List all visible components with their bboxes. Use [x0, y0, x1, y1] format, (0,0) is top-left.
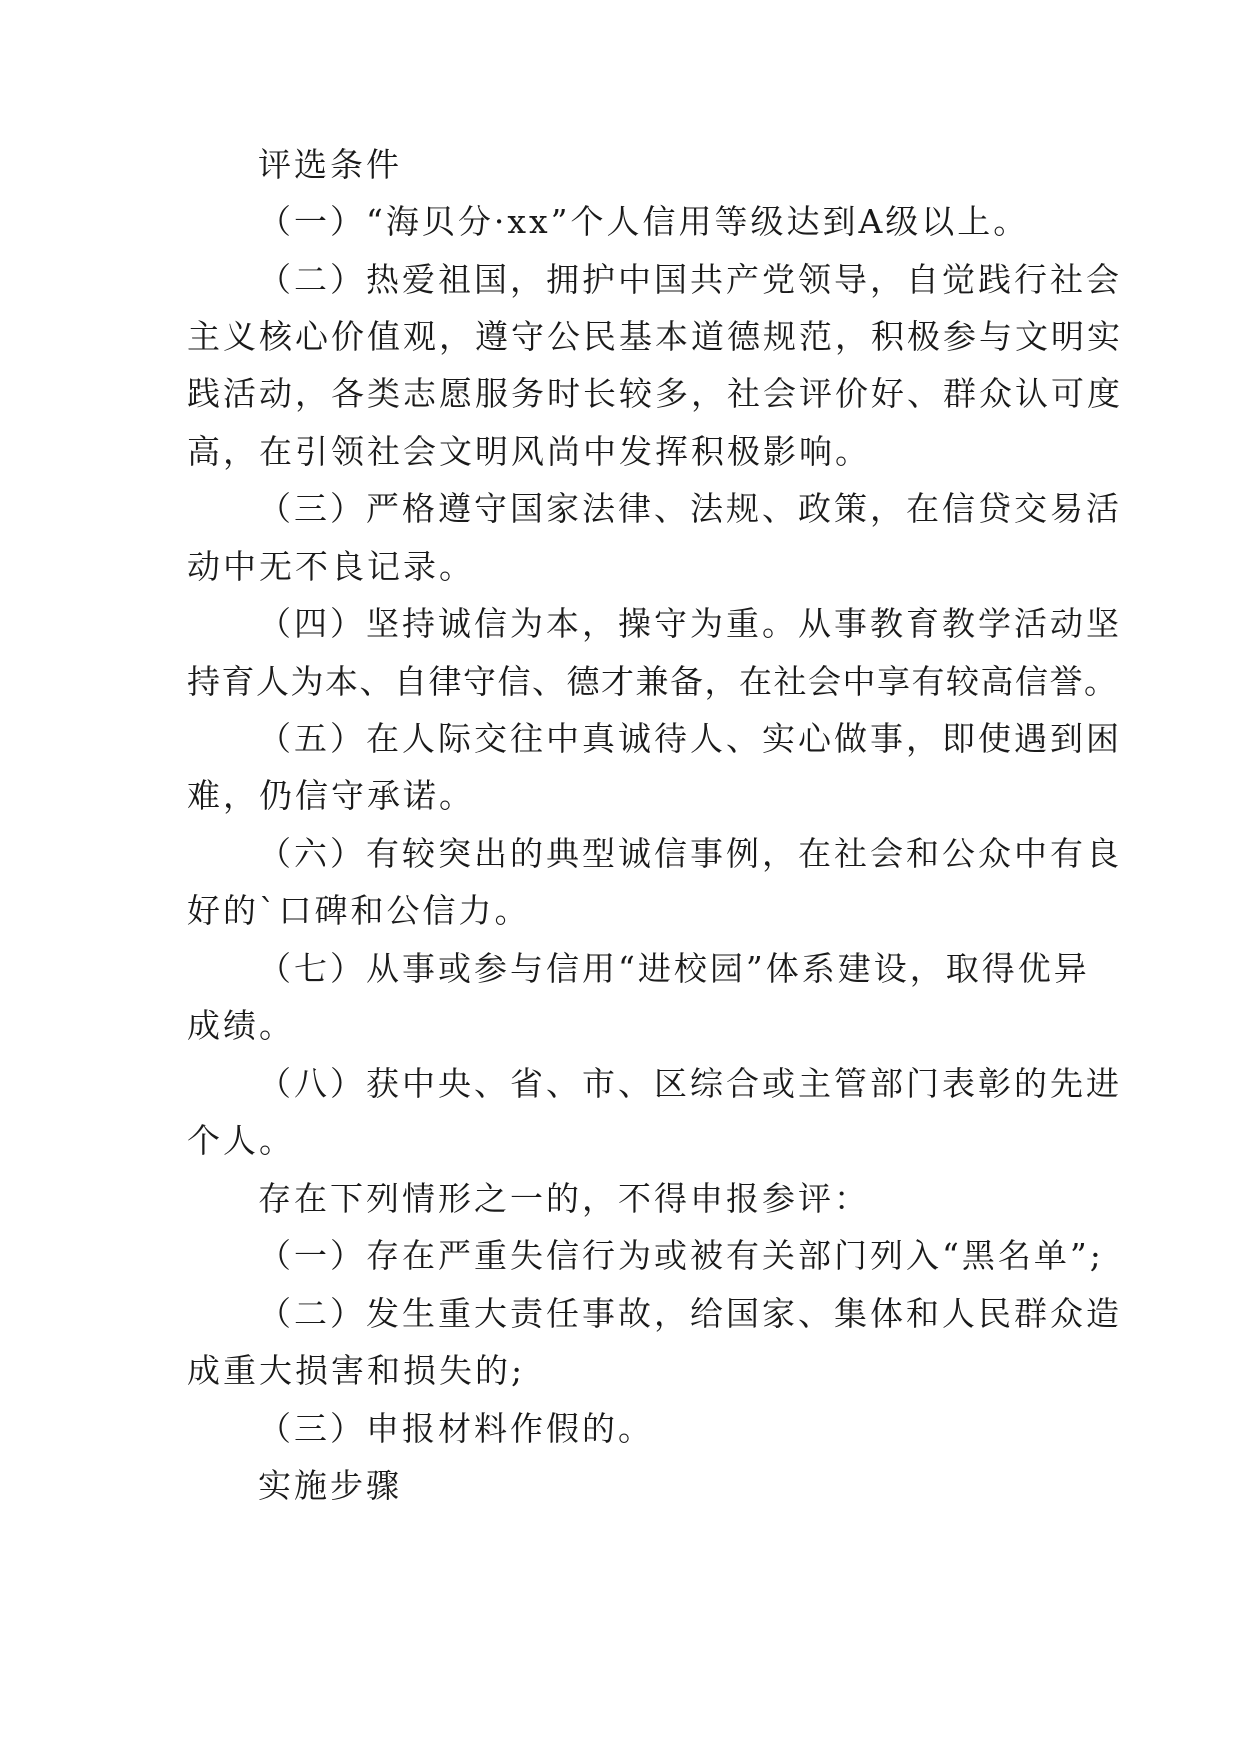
paragraph-line: （三）严格遵守国家法律、法规、政策，在信贷交易活: [258, 489, 1122, 528]
paragraph-line: （二）发生重大责任事故，给国家、集体和人民群众造: [258, 1294, 1122, 1333]
paragraph-line: （二）热爱祖国，拥护中国共产党领导，自觉践行社会: [258, 260, 1122, 299]
paragraph-line: 难，仍信守承诺。: [187, 776, 475, 815]
paragraph-line: 高，在引领社会文明风尚中发挥积极影响。: [187, 432, 871, 471]
paragraph-line: （三）申报材料作假的。: [258, 1409, 654, 1448]
paragraph-line: （一）存在严重失信行为或被有关部门列入“黑名单”;: [258, 1236, 1104, 1275]
paragraph-line: 成绩。: [187, 1006, 295, 1045]
paragraph-line: 践活动，各类志愿服务时长较多，社会评价好、群众认可度: [187, 374, 1123, 413]
paragraph-line: （六）有较突出的典型诚信事例，在社会和公众中有良: [258, 834, 1122, 873]
paragraph-line: 个人。: [187, 1121, 295, 1160]
paragraph-line: （七）从事或参与信用“进校园”体系建设，取得优异: [258, 949, 1090, 988]
paragraph-line: 主义核心价值观，遵守公民基本道德规范，积极参与文明实: [187, 317, 1123, 356]
paragraph-line: （五）在人际交往中真诚待人、实心做事，即使遇到困: [258, 719, 1122, 758]
paragraph-line: （一）“海贝分·xx”个人信用等级达到A级以上。: [258, 202, 1030, 241]
paragraph-line: 动中无不良记录。: [187, 547, 475, 586]
paragraph-line: 好的`口碑和公信力。: [187, 891, 531, 930]
heading-evaluation-criteria: 评选条件: [258, 145, 402, 184]
heading-implementation-steps: 实施步骤: [258, 1466, 402, 1505]
paragraph-line: 存在下列情形之一的，不得申报参评：: [258, 1179, 870, 1218]
paragraph-line: 成重大损害和损失的;: [187, 1351, 526, 1390]
paragraph-line: （八）获中央、省、市、区综合或主管部门表彰的先进: [258, 1064, 1122, 1103]
paragraph-line: （四）坚持诚信为本，操守为重。从事教育教学活动坚: [258, 604, 1122, 643]
paragraph-line: 持育人为本、自律守信、德才兼备，在社会中享有较高信誉。: [187, 662, 1119, 701]
